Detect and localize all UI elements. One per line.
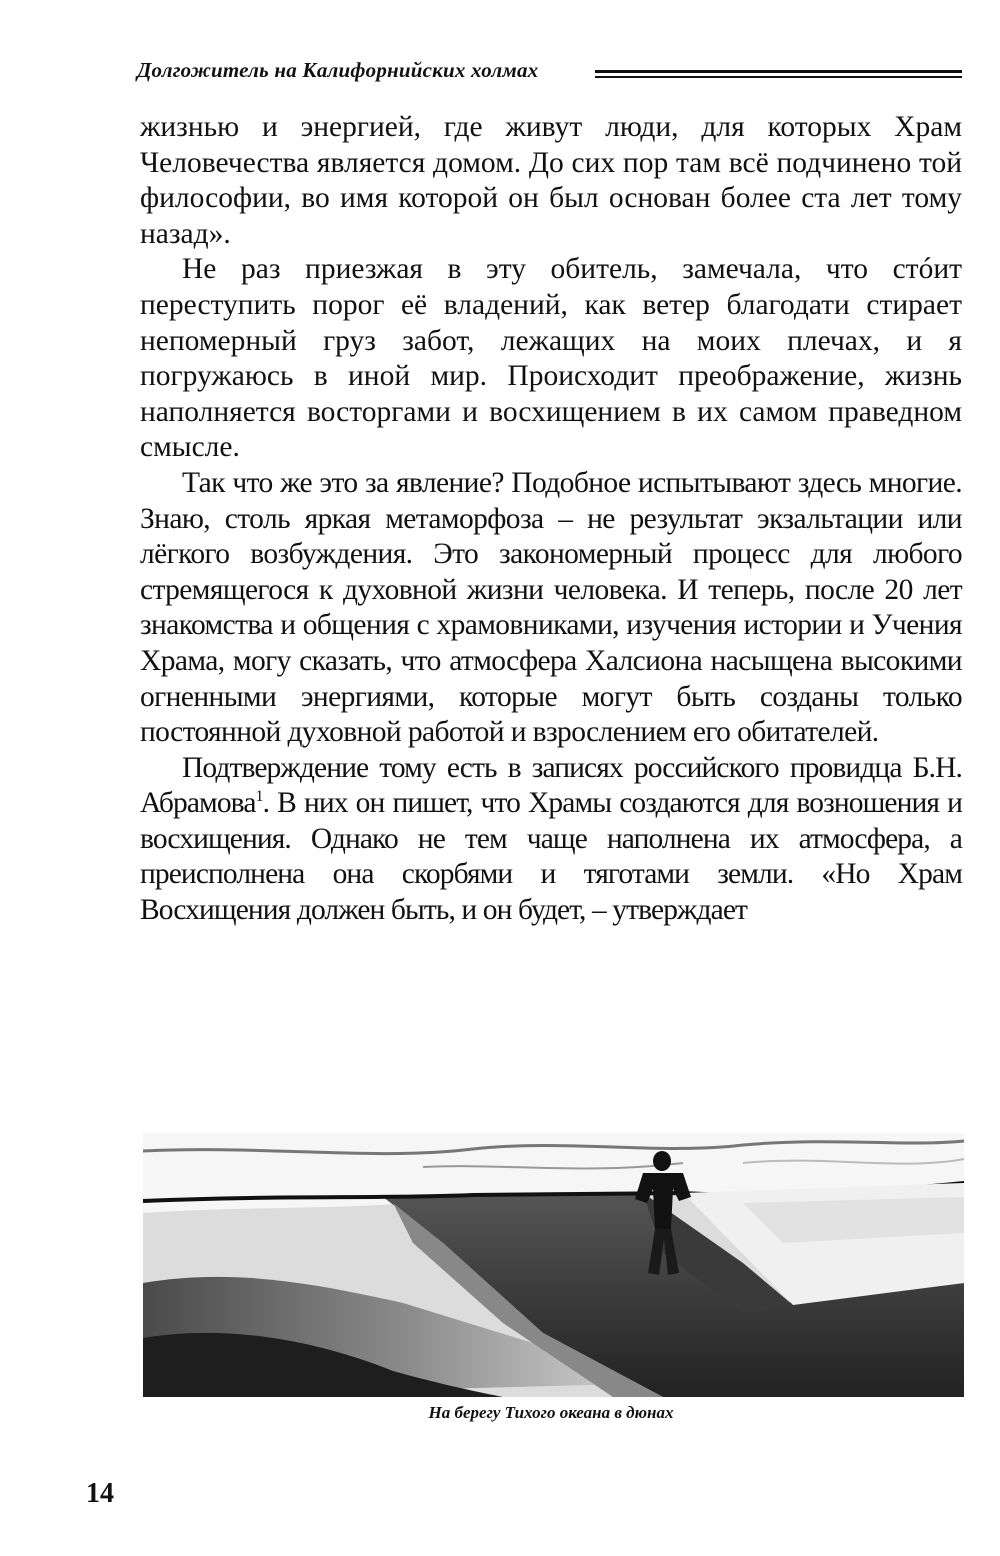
header-rule-thin [595, 76, 962, 78]
header-rule-thick [595, 70, 962, 73]
footnote-ref: 1 [255, 788, 263, 806]
paragraph-2: Не раз приезжая в эту обитель, замечала, что стóит переступить порог её владений, как ветер благодати стирает непомерный груз забот, лежащих на моих плечах, и я погружаюсь в иной мир. Происходит преображение, жизнь наполняется восторгами и восхищением в их самом праведном смысле. [140, 253, 962, 464]
page-number: 14 [86, 1478, 114, 1509]
photo-caption: На берегу Тихого океана в дюнах [428, 1403, 674, 1422]
dune-photo-image [143, 1133, 964, 1397]
paragraph-4 [140, 751, 962, 929]
paragraph-4-start: Подтверждение тому есть в записях российского провидца Б.Н. Абрамова [140, 751, 962, 820]
dune-photo [143, 1133, 964, 1397]
paragraph-1: жизнью и энергией, где живут люди, для которых Храм Человечества является домом. До сих пор там всё подчинено той философии, во имя которой он был основан более ста лет тому назад». [140, 111, 962, 250]
paragraph-3: Так что же это за явление? Подобное испытывают здесь многие. Знаю, столь яркая метаморфоза – не результат экзальтации или лёгкого возбуждения. Это закономерный процесс для любого стремящегося к духовной жизни человека. И теперь, после 20 лет знакомства и общения с храмовниками, изучения истории и Учения Храма, могу сказать, что атмосфера Халсиона насыщена высокими огненными энергиями, которые могут быть созданы только постоянной духовной работой и взрослением его обитателей. [140, 466, 962, 749]
running-head [137, 56, 962, 90]
body-text [140, 110, 962, 929]
paragraph-4-end: . В них он пишет, что Храмы создаются для возношения и восхищения. Однако не тем чаще наполнена их атмосфера, а преисполнена она скорбями и тяготами земли. «Но Храм Восхищения должен быть, и он будет, – утверждает [140, 787, 962, 927]
running-title: Долгожитель на Калифорнийских холмах [137, 58, 539, 82]
